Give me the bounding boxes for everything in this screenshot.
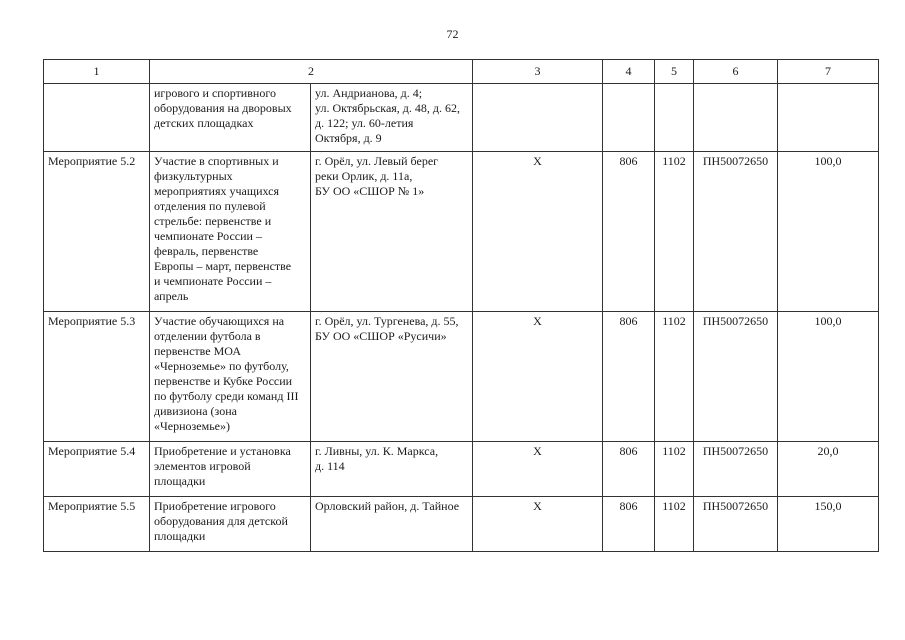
measure-col6: ПН50072650 (694, 442, 778, 497)
measure-col3: Х (473, 312, 603, 442)
column-header-7: 7 (778, 60, 879, 84)
measure-col4 (603, 84, 655, 152)
measure-col6: ПН50072650 (694, 152, 778, 312)
column-header-1: 1 (44, 60, 150, 84)
measure-col3: Х (473, 442, 603, 497)
measure-name: Мероприятие 5.4 (44, 442, 150, 497)
measure-description: игрового и спортивного оборудования на дворовых детских площадках (150, 84, 311, 152)
measure-col3 (473, 84, 603, 152)
measure-col5: 1102 (655, 497, 694, 552)
measure-description: Участие обучающихся на отделении футбола в первенстве МОА «Черноземье» по футболу, первенстве и Кубке России по футболу среди команд III дивизиона (зона «Черноземье») (150, 312, 311, 442)
measure-col5: 1102 (655, 442, 694, 497)
measure-col7: 20,0 (778, 442, 879, 497)
measure-col6: ПН50072650 (694, 312, 778, 442)
measure-col4: 806 (603, 442, 655, 497)
measure-name: Мероприятие 5.2 (44, 152, 150, 312)
measure-col5 (655, 84, 694, 152)
measure-description: Приобретение и установка элементов игровой площадки (150, 442, 311, 497)
measure-col4: 806 (603, 152, 655, 312)
table-row (44, 312, 879, 442)
table-row (44, 84, 879, 152)
column-header-3: 3 (473, 60, 603, 84)
measure-description: Приобретение игрового оборудования для детской площадки (150, 497, 311, 552)
table-row (44, 152, 879, 312)
table-row (44, 442, 879, 497)
program-measures-table (43, 59, 879, 552)
column-number-row (44, 60, 879, 84)
measure-col4: 806 (603, 312, 655, 442)
measure-col5: 1102 (655, 152, 694, 312)
measure-col3: Х (473, 152, 603, 312)
measure-name (44, 84, 150, 152)
measure-name: Мероприятие 5.3 (44, 312, 150, 442)
page-number: 72 (446, 27, 459, 41)
measure-col3: Х (473, 497, 603, 552)
measure-address: ул. Андрианова, д. 4; ул. Октябрьская, д. 48, д. 62, д. 122; ул. 60-летия Октября, д. 9 (311, 84, 473, 152)
measure-col6 (694, 84, 778, 152)
measure-col7: 150,0 (778, 497, 879, 552)
column-header-4: 4 (603, 60, 655, 84)
column-header-6: 6 (694, 60, 778, 84)
measure-address: г. Ливны, ул. К. Маркса, д. 114 (311, 442, 473, 497)
column-header-2: 2 (150, 60, 473, 84)
measure-col4: 806 (603, 497, 655, 552)
measure-col5: 1102 (655, 312, 694, 442)
measure-address: г. Орёл, ул. Левый берег реки Орлик, д. 11а, БУ ОО «СШОР № 1» (311, 152, 473, 312)
measure-col7: 100,0 (778, 152, 879, 312)
measure-col7: 100,0 (778, 312, 879, 442)
measure-name: Мероприятие 5.5 (44, 497, 150, 552)
measure-address: г. Орёл, ул. Тургенева, д. 55, БУ ОО «СШОР «Русичи» (311, 312, 473, 442)
measure-address: Орловский район, д. Тайное (311, 497, 473, 552)
table-row (44, 497, 879, 552)
measure-col6: ПН50072650 (694, 497, 778, 552)
column-header-5: 5 (655, 60, 694, 84)
measure-description: Участие в спортивных и физкультурных мероприятиях учащихся отделения по пулевой стрельбе: первенстве и чемпионате России – февраль, первенстве Европы – март, первенстве и чемпионате России – апрель (150, 152, 311, 312)
measure-col7 (778, 84, 879, 152)
